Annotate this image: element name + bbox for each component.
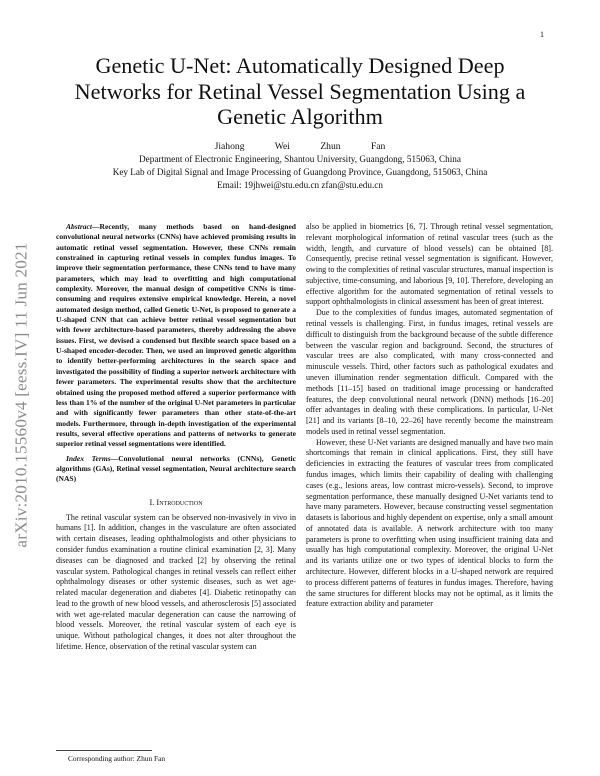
- paper-title: Genetic U-Net: Automatically Designed Deep Networks for Retinal Vessel Segmentation Using a Genetic Algorithm: [74, 53, 526, 129]
- arxiv-stamp: [2, 205, 42, 585]
- intro-paragraph-4: However, these U-Net variants are designed manually and have two main shortcomings that remain in clinical applications. First, they still have deficiencies in extracting the features of vascular trees from complicated fundus images, which limits their capability of dealing with challenging cases (e.g., lesions areas, low contrast micro-vessels). Second, to improve segmentation performance, these manually designed U-Net variants tend to have many parameters. However, because constructing vessel segmentation datasets is laborious and highly dependent on expertise, only a small amount of annotated data is available. A network architecture with too many parameters is prone to overfitting when using insufficient training data and usually has high computational complexity. Moreover, the original U-Net and its variants utilize one or two types of identical blocks to form the architecture. However, different blocks in a U-shaped network are required to process different patterns of features in fundus images. Therefore, having the same structures for different blocks may not be optimal, as it limits the feature extraction ability and parameter: [306, 437, 553, 609]
- authors: Jiahong Wei Zhun Fan: [214, 141, 386, 152]
- intro-paragraph-3: Due to the complexities of fundus images, automated segmentation of retinal vessels is challenging. First, in fundus images, retinal vessels are difficult to distinguish from the background because of the subtle difference between the vascular region and background. Second, the structures of vascular trees are also complicated, with many cross-connected and minuscule vessels. Third, other factors such as pathological exudates and uneven illumination render segmentation difficult. Compared with the methods [11–15] based on traditional image processing or handcrafted features, the deep convolutional neural network (DNN) methods [16–20] offer advantages in dealing with these complications. In particular, U-Net [21] and its variants [8–10, 22–26] have recently become the mainstream models used in retinal vessel segmentation.: [306, 308, 553, 436]
- intro-paragraph-2: also be applied in biometrics [6, 7]. Through retinal vessel segmentation, relevant morphological information of retinal vascular trees (such as the width, length, and curvature of blood vessels) can be obtained [8]. Consequently, precise retinal vessel segmentation is significant. However, owing to the complexities of retinal vascular structures, manual inspection is subjective, time-consuming, and laborious [9, 10]. Therefore, developing an effective algorithm for the automated segmentation of retinal vessels to support ophthalmologists in clinical assessment has been of great interest.: [306, 222, 553, 307]
- affiliation-2: Key Lab of Digital Signal and Image Processing of Guangdong Province, Guangdong, 515063, China: [112, 167, 488, 177]
- index-terms-text: —Convolutional neural networks (CNNs), Genetic algorithms (GAs), Retinal vessel segmentation, Neural architecture search (NAS): [56, 453, 296, 484]
- left-column: [56, 222, 296, 653]
- index-terms: [56, 454, 296, 485]
- arxiv-id[interactable]: arXiv:2010.15560v4 [eess.IV] 11 Jun 2021: [12, 242, 31, 548]
- contact-email: Email: 19jhwei@stu.edu.cn zfan@stu.edu.cn: [217, 180, 383, 190]
- footnote: Corresponding author: Zhun Fan: [68, 754, 166, 763]
- abstract-label: Abstract: [66, 222, 92, 231]
- abstract: [56, 222, 296, 450]
- intro-paragraph-1: The retinal vascular system can be observed non-invasively in vivo in humans [1]. In addition, changes in the vasculature are often associated with certain diseases, leading ophthalmologists and other physicians to consider fundus examination a routine clinical examination [2, 3]. Many diseases can be diagnosed and tracked [2] by observing the retinal vascular system. Pathological changes in retinal vessels can reflect either ophthalmology diseases or other systemic diseases, such as wet age-related macular degeneration and diabetes [4]. Diabetic retinopathy can lead to the growth of new blood vessels, and atherosclerosis [5] associated with wet age-related macular degeneration can cause the narrowing of blood vessels. Moreover, the retinal vascular system of each eye is unique. Without pathological changes, it does not alter throughout the lifetime. Hence, observation of the retinal vascular system can: [56, 512, 296, 651]
- right-column: [306, 222, 553, 610]
- page-number: 1: [540, 30, 544, 39]
- section-heading-introduction: I. Introduction: [149, 497, 203, 507]
- abstract-text: —Recently, many methods based on hand-designed convolutional neural networks (CNNs) have achieved promising results in automatic retinal vessel segmentation. However, these CNNs remain constrained in capturing retinal vessels in complex fundus images. To improve their segmentation performance, these CNNs tend to have many parameters, which may lead to overfitting and high computational complexity. Moreover, the manual design of competitive CNNs is time-consuming and requires extensive empirical knowledge. Herein, a novel automated design method, called Genetic U-Net, is proposed to generate a U-shaped CNN that can achieve better retinal vessel segmentation but with fewer architecture-based parameters, thereby addressing the above issues. First, we devised a condensed but flexible search space based on a U-shaped encoder-decoder. Then, we used an improved genetic algorithm to identify better-performing architectures in the search space and investigated the possibility of finding a superior network architecture with fewer parameters. The experimental results show that the architecture obtained using the proposed method offered a superior performance with less than 1% of the number of the original U-Net parameters in particular and with significantly fewer parameters than other state-of-the-art models. Furthermore, through in-depth investigation of the experimental results, several effective operations and patterns of networks to generate superior retinal vessel segmentations were identified.: [56, 222, 296, 449]
- footnote-divider: [56, 750, 152, 751]
- index-terms-label: Index Terms: [66, 453, 111, 463]
- affiliation-1: Department of Electronic Engineering, Shantou University, Guangdong, 515063, China: [139, 154, 461, 164]
